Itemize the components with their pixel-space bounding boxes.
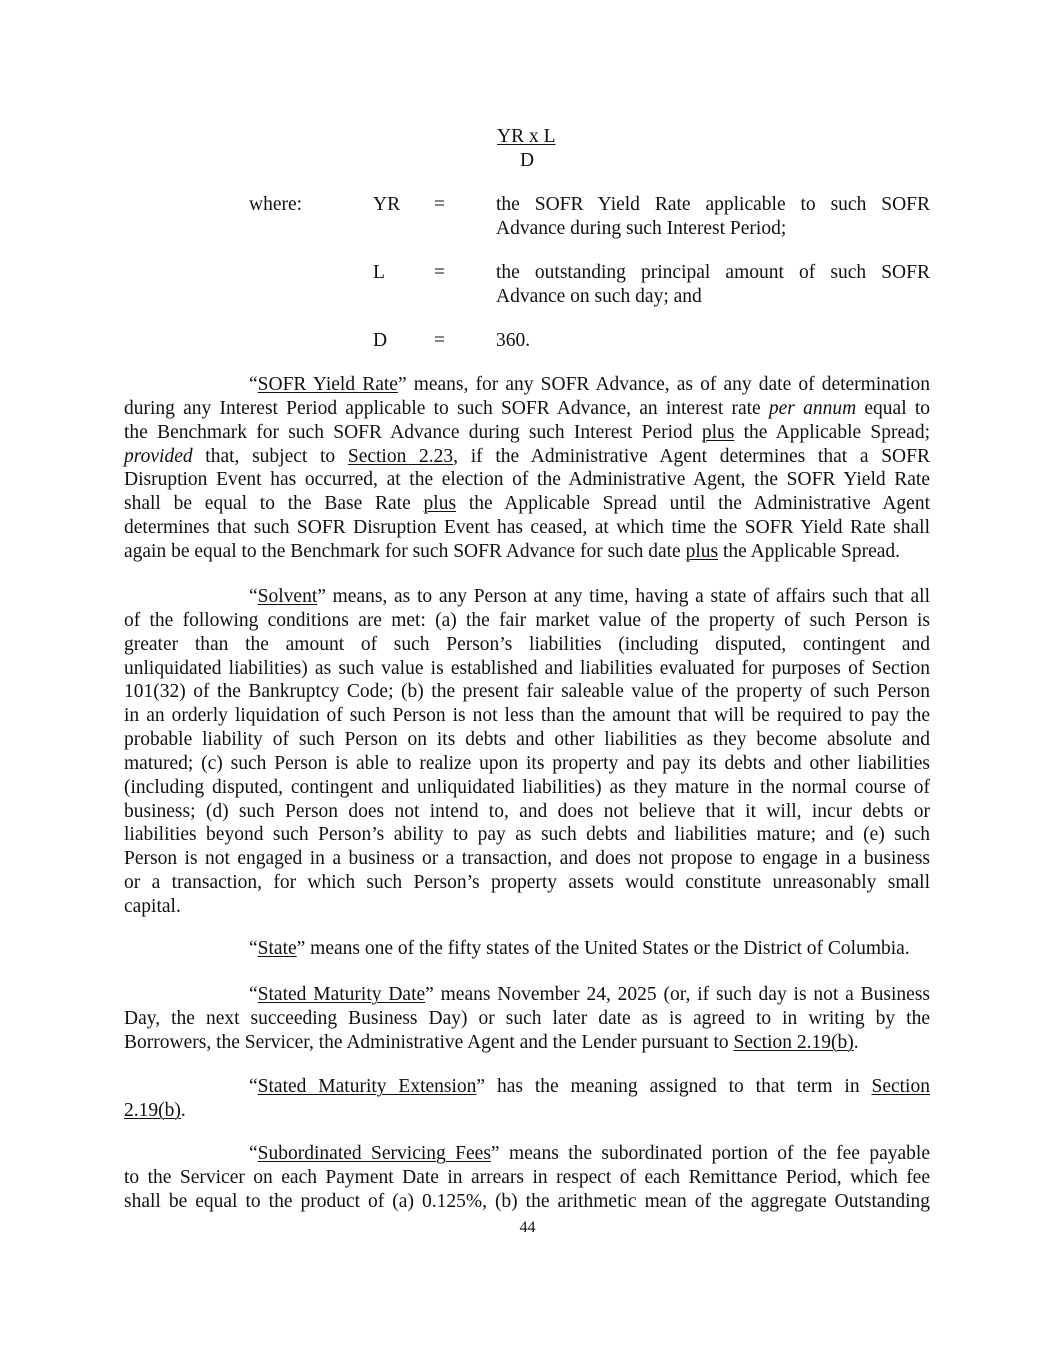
text-line: liabilities beyond such Person’s ability to pay as such debts and liabilities mature; and (e) such (124, 824, 930, 846)
underlined-term: plus (701, 421, 735, 443)
text-line: capital. (124, 895, 181, 917)
text-line: “Solvent” means, as to any Person at any time, having a state of affairs such that all (249, 586, 930, 607)
underlined-term: Solvent (257, 586, 318, 607)
variable-definition (496, 193, 930, 241)
variable-symbol: L (373, 262, 385, 283)
variable-definition (496, 329, 930, 353)
text-line: 101(32) of the Bankruptcy Code; (b) the present fair saleable value of the property of such Person (124, 681, 930, 703)
definition-stated-maturity-extension (124, 1075, 930, 1123)
underlined-term: Stated Maturity Extension (257, 1076, 477, 1097)
text-line: shall be equal to the product of (a) 0.125%, (b) the arithmetic mean of the aggregate Outstanding (124, 1190, 930, 1212)
text-line: the Benchmark for such SOFR Advance during such Interest Period plus the Applicable Spread; (124, 421, 930, 443)
text-line: greater than the amount of such Person’s liabilities (including disputed, contingent and (124, 633, 930, 655)
text-line: again be equal to the Benchmark for such SOFR Advance for such date plus the Applicable Spread. (124, 540, 901, 562)
text-line: to the Servicer on each Payment Date in arrears in respect of each Remittance Period, which fee (124, 1166, 930, 1188)
page-number: 44 (519, 1219, 536, 1236)
underlined-term: SOFR Yield Rate (257, 374, 398, 395)
underlined-term: plus (685, 540, 719, 562)
underlined-term: Section (871, 1076, 930, 1097)
text-line: “Subordinated Servicing Fees” means the subordinated portion of the fee payable (249, 1143, 930, 1164)
definition-line: 360. (496, 330, 531, 351)
variable-symbol: YR (373, 194, 401, 215)
text-line: probable liability of such Person on its debts and other liabilities as they become absolute and (124, 729, 930, 751)
definition-line: the SOFR Yield Rate applicable to such SOFR (496, 194, 930, 215)
definition-line: Advance on such day; and (496, 286, 702, 307)
formula-numerator: YR x L (497, 126, 556, 147)
italic-text: provided (124, 445, 193, 467)
text-line: unliquidated liabilities) as such value is established and liabilities evaluated for purposes of Section (124, 657, 930, 679)
underlined-term: State (257, 938, 297, 959)
underlined-term: 2.19(b) (124, 1099, 181, 1121)
text-line: or a transaction, for which such Person’s property assets would constitute unreasonably small (124, 872, 930, 894)
text-line: Borrowers, the Servicer, the Administrative Agent and the Lender pursuant to Section 2.19(b). (124, 1031, 859, 1053)
definition-stated-maturity-date (124, 983, 930, 1055)
underlined-term: Section 2.19(b) (733, 1031, 854, 1053)
text-line: of the following conditions are met: (a) the fair market value of the property of such Person is (124, 609, 930, 631)
definition-line: the outstanding principal amount of such SOFR (496, 262, 930, 283)
text-line: (including disputed, contingent and unliquidated liabilities) as they mature in the normal course of (124, 776, 930, 798)
equals-sign: = (434, 330, 445, 351)
definition-state (124, 937, 930, 961)
text-line: matured; (c) such Person is able to realize upon its property and pay its debts and other liabilities (124, 752, 930, 774)
equals-sign: = (434, 262, 445, 283)
definition-solvent (124, 585, 930, 919)
text-line: Disruption Event has occurred, at the election of the Administrative Agent, the SOFR Yield Rate (124, 469, 930, 491)
variable-symbol: D (373, 330, 388, 351)
text-line: Day, the next succeeding Business Day) or such later date as is agreed to in writing by the (124, 1007, 930, 1029)
formula-denominator: D (520, 150, 535, 171)
text-line: in an orderly liquidation of such Person is not less than the amount that will be required to pay the (124, 705, 930, 727)
definition-line: Advance during such Interest Period; (496, 218, 787, 239)
equals-sign: = (434, 194, 445, 215)
italic-text: per annum (768, 397, 857, 419)
where-label: where: (249, 194, 303, 215)
text-line: 2.19(b). (124, 1099, 186, 1121)
definition-sofr-yield-rate (124, 373, 930, 564)
underlined-term: Stated Maturity Date (257, 984, 426, 1005)
underlined-term: plus (423, 493, 457, 515)
underlined-term: Section 2.23 (347, 445, 454, 467)
text-line: during any Interest Period applicable to such SOFR Advance, an interest rate per annum equal to (124, 397, 930, 419)
text-line: business; (d) such Person does not intend to, and does not believe that it will, incur debts or (124, 800, 930, 822)
text-line: provided that, subject to Section 2.23, if the Administrative Agent determines that a SOFR (124, 445, 930, 467)
variable-definition (496, 261, 930, 309)
text-line: Person is not engaged in a business or a transaction, and does not propose to engage in a business (124, 848, 930, 870)
text-line: “Stated Maturity Extension” has the meaning assigned to that term in Section (249, 1076, 930, 1097)
text-line: “State” means one of the fifty states of the United States or the District of Columbia. (249, 938, 910, 959)
text-line: “Stated Maturity Date” means November 24, 2025 (or, if such day is not a Business (249, 984, 930, 1005)
underlined-term: Subordinated Servicing Fees (257, 1143, 491, 1164)
text-line: “SOFR Yield Rate” means, for any SOFR Advance, as of any date of determination (249, 374, 930, 395)
text-line: shall be equal to the Base Rate plus the Applicable Spread until the Administrative Agent (124, 493, 930, 515)
definition-subordinated-servicing-fees (124, 1142, 930, 1214)
text-line: determines that such SOFR Disruption Event has ceased, at which time the SOFR Yield Rate shall (124, 517, 930, 539)
